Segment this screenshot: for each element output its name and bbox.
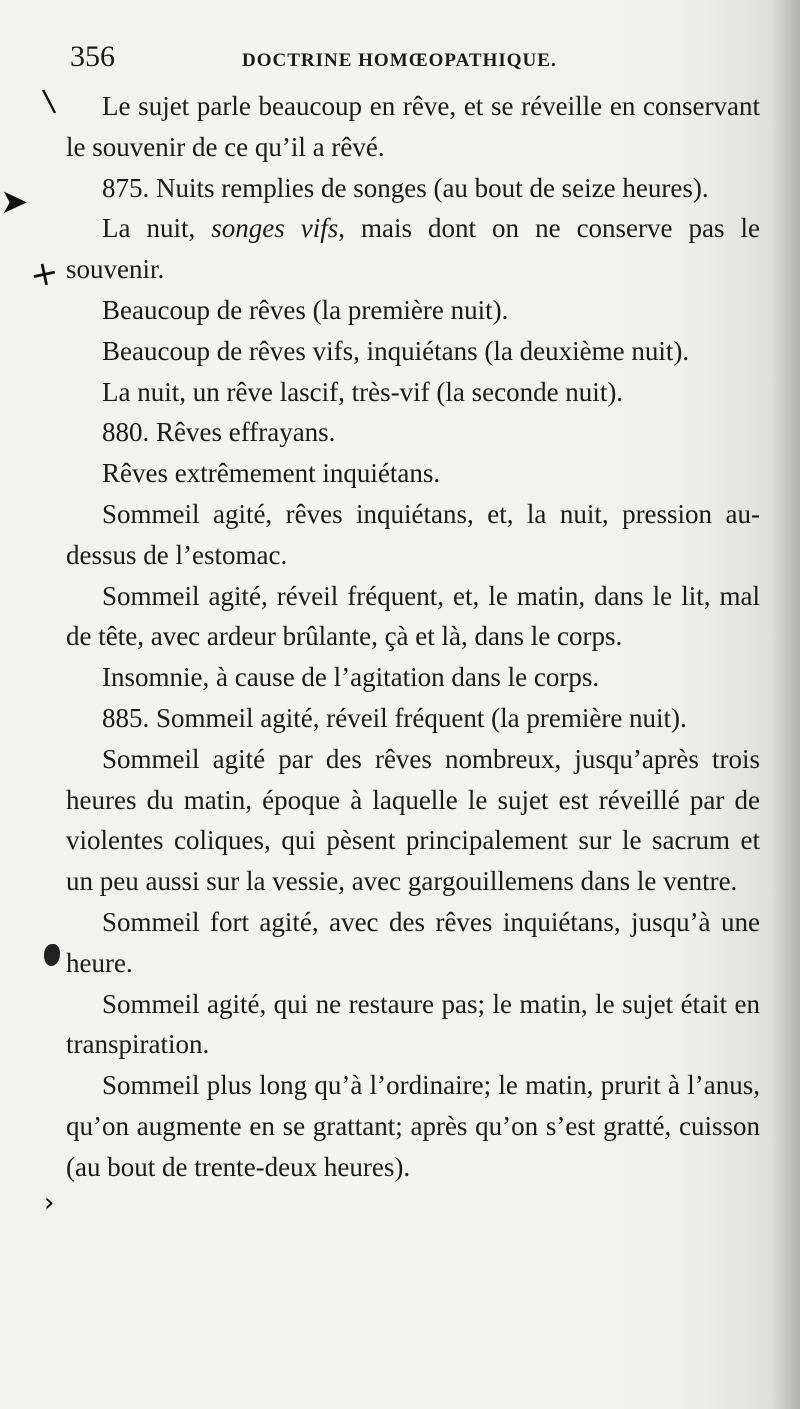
running-head [70, 40, 770, 84]
paragraph: Rêves extrêmement inquiétans. [102, 458, 441, 489]
paragraph: Sommeil fort agité, avec des rêves inquiétans, jusqu’à une heure. [66, 906, 760, 978]
paragraph: La nuit, songes vifs, mais dont on ne conserve pas le souvenir. [66, 213, 761, 285]
paragraph: La nuit, un rêve lascif, très-vif (la seconde nuit). [102, 376, 624, 407]
tick-mark-icon: › [44, 1188, 55, 1218]
paragraph: 880. Rêves effrayans. [102, 417, 336, 448]
paragraph: Insomnie, à cause de l’agitation dans le corps. [102, 662, 600, 693]
paragraph: Sommeil plus long qu’à l’ordinaire; le matin, prurit à l’anus, qu’on augmente en se grattant; après qu’on s’est gratté, cuisson (au bout de trente-deux heures). [66, 1070, 760, 1182]
paragraph: 875. Nuits remplies de songes (au bout de seize heures). [102, 172, 709, 203]
arrow-mark-icon: ➤ [0, 182, 29, 222]
paragraph: Sommeil agité, réveil fréquent, et, le matin, dans le lit, mal de tête, avec ardeur brûlante, çà et là, dans le corps. [66, 580, 760, 652]
paragraph: Beaucoup de rêves vifs, inquiétans (la deuxième nuit). [102, 335, 690, 366]
running-head-title: DOCTRINE HOMŒOPATHIQUE. [242, 50, 557, 71]
ink-blot-icon [44, 944, 60, 966]
body-text [66, 86, 760, 1188]
paragraph: 885. Sommeil agité, réveil fréquent (la première nuit). [102, 702, 687, 733]
page-number: 356 [70, 40, 115, 73]
paragraph: Sommeil agité, qui ne restaure pas; le matin, le sujet était en transpiration. [66, 988, 760, 1060]
backslash-mark-icon: \ [41, 83, 58, 120]
paragraph: Sommeil agité, rêves inquiétans, et, la nuit, pression au-dessus de l’estomac. [66, 498, 760, 570]
paragraph: Le sujet parle beaucoup en rêve, et se réveille en conservant le souvenir de ce qu’il a rêvé. [66, 91, 760, 162]
paragraph: Sommeil agité par des rêves nombreux, jusqu’après trois heures du matin, époque à laquelle le sujet est réveillé par de violentes coliques, qui pèsent principalement sur le sacrum et un peu aussi sur la vessie, avec gargouillemens dans le ventre. [66, 743, 760, 897]
page-edge-shadow [770, 0, 800, 1409]
plus-mark-icon: + [26, 251, 63, 297]
paragraph: Beaucoup de rêves (la première nuit). [102, 294, 509, 325]
italic-phrase: songes vifs [211, 213, 339, 244]
